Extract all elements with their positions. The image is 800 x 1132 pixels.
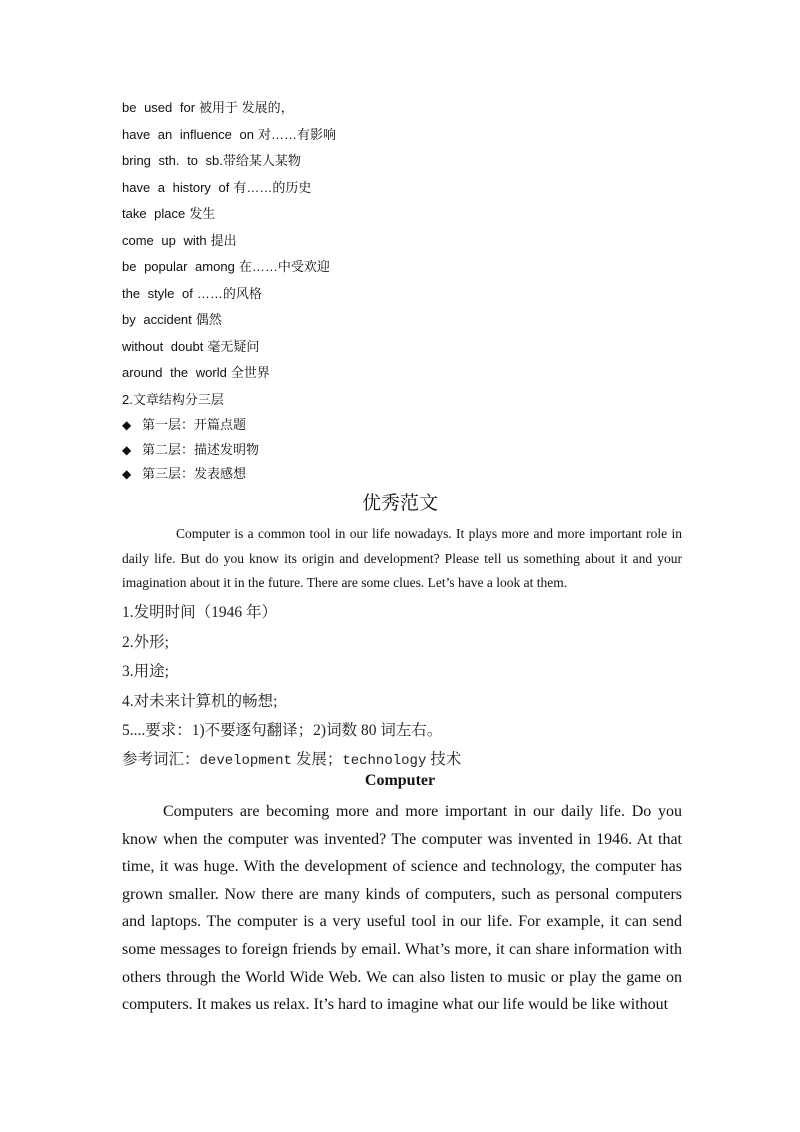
phrase-chinese: 提出 <box>210 233 237 248</box>
intro-paragraph: Computer is a common tool in our life nowadays. It plays more and more important role in daily life. But do you know its origin and development? Please tell us something about it and your imagination about it in the future. There are some clues. Let’s have a look at them. <box>122 526 682 590</box>
phrase-english: bring sth. to sb. <box>122 153 223 168</box>
phrase-item <box>122 283 262 302</box>
phrase-item <box>122 177 311 196</box>
diamond-bullet-icon: ◆ <box>122 418 132 432</box>
vocab-line <box>122 747 461 769</box>
phrase-chinese: 偶然 <box>195 312 222 327</box>
phrase-chinese: 发生 <box>189 206 216 221</box>
structure-item-text: 第一层：开篇点题 <box>142 418 247 433</box>
vocab-word: technology <box>342 753 427 769</box>
phrase-chinese: 毫无疑问 <box>207 339 260 354</box>
section-title: 优秀范文 <box>361 492 438 514</box>
phrase-english: the style of <box>122 286 193 301</box>
structure-item <box>122 414 246 433</box>
vocab-meaning: 技术 <box>426 751 462 768</box>
phrase-english: come up with <box>122 233 207 248</box>
phrase-english: be used for <box>122 100 196 115</box>
requirement-item: 4.对未来计算机的畅想; <box>122 693 278 710</box>
phrase-english: by accident <box>122 312 192 327</box>
phrase-item <box>122 230 237 249</box>
diamond-bullet-icon: ◆ <box>122 443 132 457</box>
essay-title: Computer <box>364 772 436 789</box>
phrase-item <box>122 97 294 116</box>
essay-body: Computers are becoming more and more important in our daily life. Do you know when the computer was invented? The computer was invented in 1946. At that time, it was huge. With the development of science and technology, the computer has grown smaller. Now there are many kinds of computers, such as personal computers and laptops. The computer is a very useful tool in our life. For example, it can send some messages to foreign friends by email. What’s more, it can share information with others through the World Wide Web. We can also listen to music or play the game on computers. It makes us relax. It’s hard to imagine what our life would be like without <box>122 803 682 1014</box>
phrase-english: without doubt <box>122 339 204 354</box>
vocab-meaning: 发展； <box>291 751 343 768</box>
requirement-item: 3.用途; <box>122 663 169 680</box>
phrase-item <box>122 309 222 328</box>
phrase-chinese: ……的风格 <box>196 286 262 301</box>
phrase-chinese: 全世界 <box>230 365 270 380</box>
phrase-chinese: 被用于 发展的， <box>199 100 294 115</box>
phrase-english: take place <box>122 206 186 221</box>
requirement-item: 2.外形; <box>122 634 169 651</box>
phrase-english: around the world <box>122 365 227 380</box>
structure-item <box>122 439 259 458</box>
requirement-item: 5....要求：1)不要逐句翻译；2)词数 80 词左右。 <box>122 722 443 739</box>
vocab-label: 参考词汇： <box>122 751 200 768</box>
structure-item <box>122 463 246 482</box>
diamond-bullet-icon: ◆ <box>122 467 132 481</box>
phrase-item <box>122 124 336 143</box>
phrase-english: have an influence on <box>122 127 254 142</box>
structure-item-text: 第二层：描述发明物 <box>142 443 260 458</box>
requirement-item: 1.发明时间（1946 年） <box>122 604 278 621</box>
phrase-item <box>122 150 301 169</box>
phrase-item <box>122 336 259 355</box>
vocab-word: development <box>199 753 292 769</box>
phrase-english: have a history of <box>122 180 230 195</box>
phrase-item <box>122 203 215 222</box>
phrase-english: be popular among <box>122 259 235 274</box>
phrase-chinese: 对……有影响 <box>257 127 336 142</box>
phrase-chinese: 带给某人某物 <box>222 153 301 168</box>
phrase-chinese: 有……的历史 <box>233 180 312 195</box>
structure-item-text: 第三层：发表感想 <box>142 467 247 482</box>
phrase-item <box>122 256 330 275</box>
structure-heading: 2.文章结构分三层 <box>122 392 224 407</box>
phrase-item <box>122 362 270 381</box>
phrase-chinese: 在……中受欢迎 <box>238 259 330 274</box>
